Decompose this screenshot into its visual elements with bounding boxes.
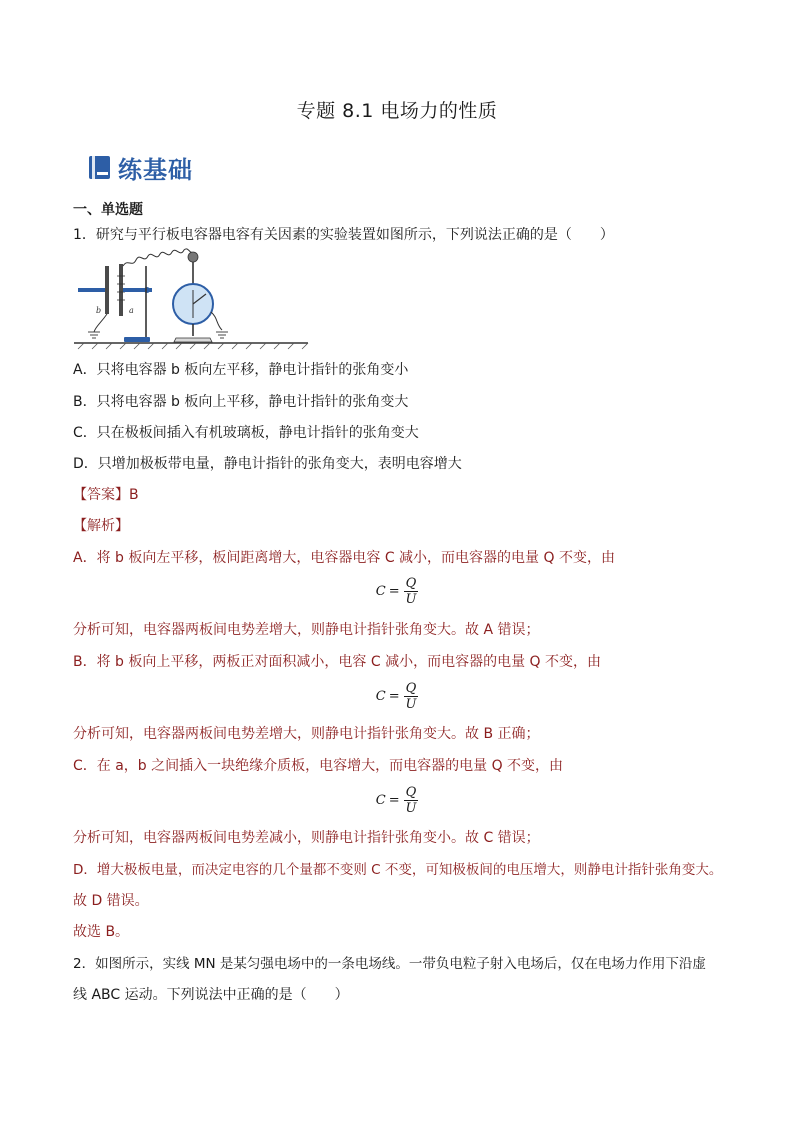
capacitor-electrometer-figure: [72, 246, 310, 352]
analysis-title: 【解析】: [73, 518, 129, 534]
book-icon: [88, 155, 112, 181]
section-heading: 一、单选题: [73, 202, 143, 218]
analysis-c-line2: 分析可知，电容器两板间电势差减小，则静电计指针张角变小。故 C 错误；: [73, 830, 540, 846]
answer: 【答案】B: [73, 487, 139, 503]
page-title: 专题 8.1 电场力的性质: [296, 100, 498, 122]
analysis-b-line2: 分析可知，电容器两板间电势差增大，则静电计指针张角变大。故 B 正确；: [73, 726, 540, 742]
plate-a-stand: [117, 264, 152, 342]
formula-1: C = $\frac{Q}{U}$: [375, 576, 417, 607]
question-2-stem-line2: 线 ABC 运动。下列说法中正确的是（ ）: [73, 987, 349, 1003]
question-2-stem-line1: 2．如图所示，实线 MN 是某匀强电场中的一条电场线。一带负电粒子射入电场后，仅在电场力作用下沿虚: [73, 956, 706, 972]
label-b: b: [96, 306, 102, 315]
formula-2: C = $\frac{Q}{U}$: [375, 681, 417, 712]
question-1-stem: 1．研究与平行板电容器电容有关因素的实验装置如图所示，下列说法正确的是（ ）: [73, 227, 614, 243]
formula-3: C = $\frac{Q}{U}$: [375, 785, 417, 816]
option-b: B．只将电容器 b 板向上平移，静电计指针的张角变大: [73, 394, 409, 410]
option-c: C．只在极板间插入有机玻璃板，静电计指针的张角变大: [73, 425, 419, 441]
analysis-c-line1: C．在 a，b 之间插入一块绝缘介质板，电容增大，而电容器的电量 Q 不变，由: [73, 758, 564, 774]
electrometer: [173, 252, 228, 342]
analysis-d-line1: D．增大极板电量，而决定电容的几个量都不变则 C 不变，可知极板间的电压增大，则静电计指针张角变大。: [73, 862, 723, 878]
banner-label: 练基础: [118, 156, 193, 184]
option-d: D．只增加极板带电量，静电计指针的张角变大，表明电容增大: [73, 456, 462, 472]
analysis-d-line2: 故 D 错误。: [73, 893, 149, 909]
analysis-a-line2: 分析可知，电容器两板间电势差增大，则静电计指针张角变大。故 A 错误；: [73, 622, 540, 638]
connecting-wire: [123, 249, 192, 266]
section-banner: [88, 150, 193, 185]
label-a: a: [129, 306, 134, 315]
option-a: A．只将电容器 b 板向左平移，静电计指针的张角变小: [73, 362, 409, 378]
analysis-conclusion: 故选 B。: [73, 924, 130, 940]
plate-b: [78, 266, 109, 338]
analysis-a-line1: A．将 b 板向左平移，板间距离增大，电容器电容 C 减小，而电容器的电量 Q 不变，由: [73, 550, 615, 566]
table-surface: [74, 343, 308, 349]
analysis-b-line1: B．将 b 板向上平移，两板正对面积减小，电容 C 减小，而电容器的电量 Q 不变，由: [73, 654, 601, 670]
